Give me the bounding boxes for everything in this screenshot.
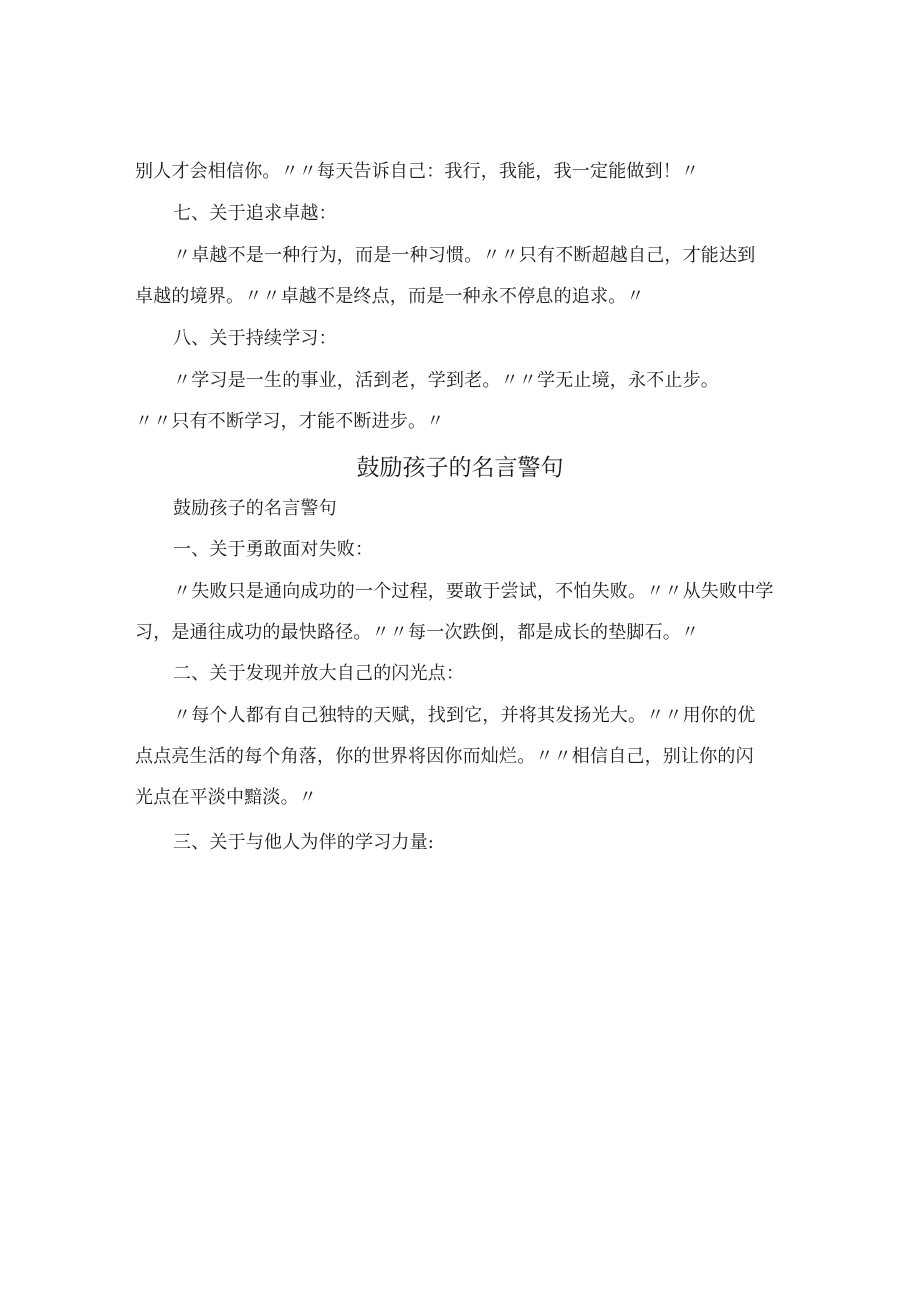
quote-line-shine-2: 点点亮生活的每个角落，你的世界将因你而灿烂。〃〃相信自己，别让你的闪 <box>135 746 754 767</box>
quote-line-shine-1: 〃每个人都有自己独特的天赋，找到它，并将其发扬光大。〃〃用你的优 <box>173 705 756 726</box>
quote-line-shine-3: 光点在平淡中黯淡。〃 <box>135 787 317 808</box>
section-heading-pursue-excellence: 七、关于追求卓越： <box>173 203 337 224</box>
quote-line-excellence-1: 〃卓越不是一种行为，而是一种习惯。〃〃只有不断超越自己，才能达到 <box>173 245 756 266</box>
quote-line-learning-1: 〃学习是一生的事业，活到老，学到老。〃〃学无止境，永不止步。 <box>173 370 719 391</box>
article-subtitle: 鼓励孩子的名言警句 <box>173 498 337 519</box>
quote-line-excellence-2: 卓越的境界。〃〃卓越不是终点，而是一种永不停息的追求。〃 <box>135 286 645 307</box>
article-title: 鼓励孩子的名言警句 <box>356 455 564 481</box>
quote-line-failure-1: 〃失败只是通向成功的一个过程，要敢于尝试，不怕失败。〃〃从失败中学 <box>173 581 774 602</box>
paragraph-line-continuation: 别人才会相信你。〃〃每天告诉自己：我行，我能，我一定能做到！〃 <box>135 161 700 182</box>
quote-line-failure-2: 习，是通往成功的最快路径。〃〃每一次跌倒，都是成长的垫脚石。〃 <box>135 622 700 643</box>
section-heading-continuous-learning: 八、关于持续学习： <box>173 328 337 349</box>
quote-line-learning-2: 〃〃只有不断学习，才能不断进步。〃 <box>135 411 445 432</box>
section-heading-learning-together: 三、关于与他人为伴的学习力量: <box>173 832 435 853</box>
section-heading-shine-points: 二、关于发现并放大自己的闪光点： <box>173 663 465 684</box>
section-heading-face-failure: 一、关于勇敢面对失败： <box>173 539 374 560</box>
